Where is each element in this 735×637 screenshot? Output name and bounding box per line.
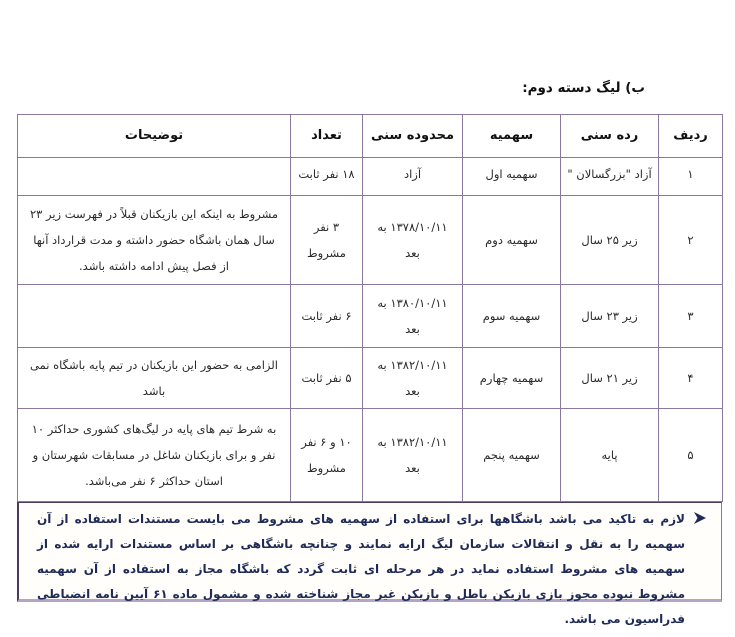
cell-row-index: ۴ [659,348,723,409]
header-count: تعداد [291,115,363,158]
table-row [18,158,723,196]
cell-count: ۱۰ و ۶ نفر مشروط [291,409,363,502]
quota-table-container [17,114,722,502]
cell-age-class: پایه [561,409,659,502]
cell-count: ۳ نفر مشروط [291,196,363,285]
cell-age-range: ۱۳۸۲/۱۰/۱۱ به بعد [363,409,463,502]
cell-row-index: ۲ [659,196,723,285]
table-header-row [18,115,723,158]
cell-age-class: زیر ۲۳ سال [561,285,659,348]
cell-age-range: ۱۳۸۲/۱۰/۱۱ به بعد [363,348,463,409]
cell-count: ۵ نفر ثابت [291,348,363,409]
table-row [18,285,723,348]
cell-quota: سهمیه اول [463,158,561,196]
cell-quota: سهمیه دوم [463,196,561,285]
cell-description: مشروط به اینکه این بازیکنان قبلاً در فهرست زیر ۲۳ سال همان باشگاه حضور داشته و مدت قرارداد آنها از فصل پیش ادامه داشته باشد. [18,196,291,285]
note-text: لازم به تاکید می باشد باشگاهها برای استفاده از سهمیه های مشروط می بایست مستندات استفاده از آن سهمیه را به نقل و انتقالات سازمان لیگ ارایه نمایند و چنانچه باشگاهی بر اساس مستندات ارایه شده از سهمیه های مشروط استفاده نماید در هر مرحله ای ثابت گردد که باشگاه مجاز به استفاده از آن سهمیه مشروط نبوده مجوز بازی بازیکن باطل و بازیکن غیر مجاز شناخته شده و مشمول ماده ۶۱ آیین نامه انضباطی فدراسیون می باشد. [37,512,686,626]
quota-table [17,114,723,502]
cell-age-range: ۱۳۸۰/۱۰/۱۱ به بعد [363,285,463,348]
cell-description: الزامی به حضور این بازیکنان در تیم پایه باشگاه نمی باشد [18,348,291,409]
cell-count: ۶ نفر ثابت [291,285,363,348]
note-box [17,502,722,626]
cell-description [18,285,291,348]
header-age-class: رده سنی [561,115,659,158]
header-age-range: محدوده سنی [363,115,463,158]
header-row-index: ردیف [659,115,723,158]
header-quota: سهمیه [463,115,561,158]
section-title: ب) لیگ دسته دوم: [522,80,645,96]
cell-description [18,158,291,196]
cell-age-class: زیر ۲۵ سال [561,196,659,285]
cell-row-index: ۵ [659,409,723,502]
table-row [18,348,723,409]
cell-age-class: زیر ۲۱ سال [561,348,659,409]
cell-age-range: ۱۳۷۸/۱۰/۱۱ به بعد [363,196,463,285]
cell-age-class: آزاد "بزرگسالان " [561,158,659,196]
table-row [18,196,723,285]
cell-count: ۱۸ نفر ثابت [291,158,363,196]
table-row [18,409,723,502]
cell-quota: سهمیه پنجم [463,409,561,502]
cell-age-range: آزاد [363,158,463,196]
arrow-bullet-icon [693,511,707,525]
cell-quota: سهمیه چهارم [463,348,561,409]
header-description: توضیحات [18,115,291,158]
cell-description: به شرط تیم های پایه در لیگ‌های کشوری حداکثر ۱۰ نفر و برای بازیکنان شاغل در مسابقات شهرستان و استان حداکثر ۶ نفر می‌باشد. [18,409,291,502]
cell-row-index: ۳ [659,285,723,348]
cell-row-index: ۱ [659,158,723,196]
cell-quota: سهمیه سوم [463,285,561,348]
